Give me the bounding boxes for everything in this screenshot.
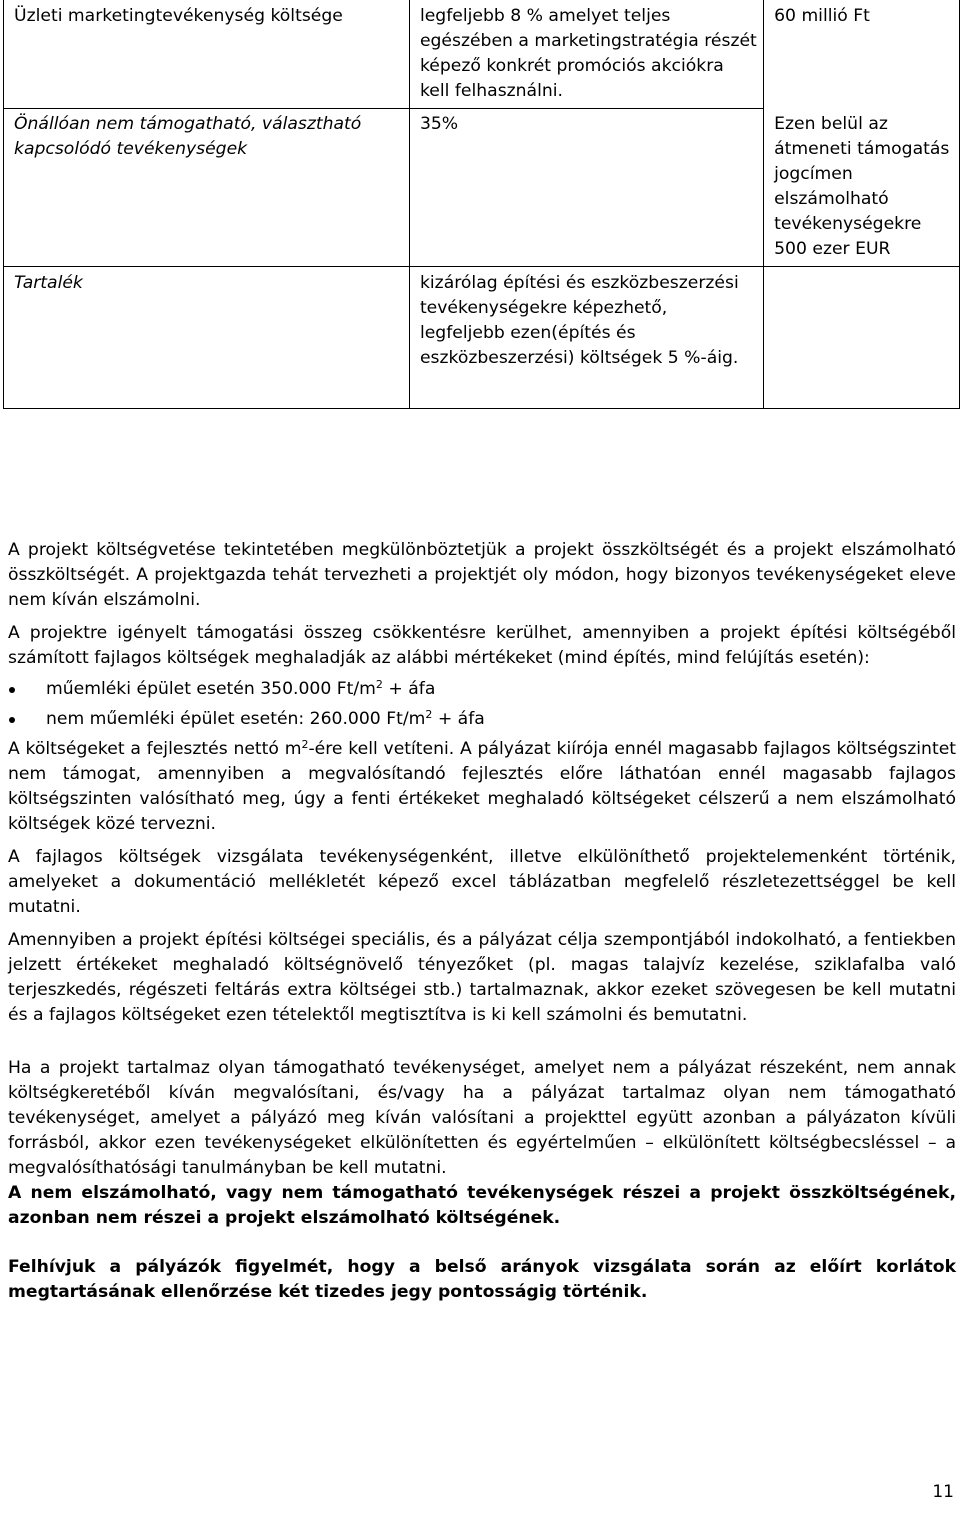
paragraph-text: -ére kell vetíteni. A pályázat kiírója ennél magasabb fajlagos költségszintet nem támogat, amennyiben a megvalósítandó fejlesztés előre láthatóan ennél magasabb fajlagos költségszinten valósítható meg, úgy a fenti értékeket meghaladó költségeket célszerű a nem elszámolható költségek közé tervezni. <box>8 739 957 834</box>
bullet-list <box>8 674 956 734</box>
paragraph <box>8 737 956 837</box>
bullet-text: műemléki épület esetén 350.000 Ft/m <box>46 679 376 699</box>
bullet-text: nem műemléki épület esetén: 260.000 Ft/m <box>46 709 426 729</box>
paragraph: Amennyiben a projekt építési költségei speciális, és a pályázat célja szempontjából indokolható, a fentiekben jelzett értékeket meghaladó költségnövelő tényezőket (pl. magas talajvíz kezelése, sziklafalba való terjeszkedés, régészeti feltárás extra költségei stb.) tartalmaznak, akkor ezeket szövegesen be kell mutatni és a fajlagos költségeket ezen tételektől megtisztítva is ki kell számolni és bemutatni. <box>8 930 956 1025</box>
page-number: 11 <box>932 1482 954 1502</box>
table-cell: kizárólag építési és eszközbeszerzési tevékenységekre képezhető, legfeljebb ezen(építés és eszközbeszerzési) költségek 5 %-áig. <box>409 266 763 408</box>
superscript: 2 <box>425 708 433 721</box>
table-cell: 35% <box>409 109 763 267</box>
paragraph: A projektre igényelt támogatási összeg csökkentésre kerülhet, amennyiben a projekt építési költségéből számított fajlagos költségek meghaladják az alábbi mértékeket (mind építés, mind felújítás esetén): <box>8 623 956 668</box>
table-cell: Üzleti marketingtevékenység költsége <box>4 0 410 109</box>
bold-paragraph: A nem elszámolható, vagy nem támogatható tevékenységek részei a projekt összköltségének, azonban nem részei a projekt elszámolható költségének. <box>8 1183 956 1228</box>
table-cell: 60 millió Ft <box>764 0 960 109</box>
table-row <box>4 0 960 109</box>
list-item <box>8 704 956 734</box>
body-text <box>8 538 956 1305</box>
table-cell: Önállóan nem támogatható, választható kapcsolódó tevékenységek <box>4 109 410 267</box>
table-cell: legfeljebb 8 % amelyet teljes egészében a marketingstratégia részét képező konkrét promóciós akciókra kell felhasználni. <box>409 0 763 109</box>
paragraph: Ha a projekt tartalmaz olyan támogatható tevékenységet, amelyet nem a pályázat részeként, nem annak költségkeretéből kíván megvalósítani, és/vagy ha a pályázat tartalmaz olyan nem támogatható tevékenységet, amelyet a pályázó meg kíván valósítani a projekttel együtt azonban a pályázaton kívüli forrásból, akkor ezen tevékenységeket elkülönítetten és egyértelműen – elkülönített költségbecsléssel – a megvalósíthatósági tanulmányban be kell mutatni. <box>8 1058 956 1178</box>
table-row <box>4 266 960 408</box>
bold-paragraph: Felhívjuk a pályázók figyelmét, hogy a belső arányok vizsgálata során az előírt korlátok megtartásának ellenőrzése két tizedes jegy pontosságig történik. <box>8 1257 956 1302</box>
paragraph-text: A költségeket a fejlesztés nettó m <box>8 739 302 759</box>
superscript: 2 <box>301 738 309 751</box>
table-cell: Ezen belül az átmeneti támogatás jogcímen elszámolható tevékenységekre 500 ezer EUR <box>764 109 960 267</box>
paragraph: A fajlagos költségek vizsgálata tevékenységenként, illetve elkülöníthető projektelemenként történik, amelyeket a dokumentáció mellékletét képező excel táblázatban megfelelő részletezettséggel be kell mutatni. <box>8 847 956 917</box>
table-cell: Tartalék <box>4 266 410 408</box>
table-cell <box>764 266 960 408</box>
bullet-text: + áfa <box>432 709 485 729</box>
table-row <box>4 109 960 267</box>
list-item <box>8 674 956 704</box>
budget-table <box>3 0 960 409</box>
superscript: 2 <box>375 678 383 691</box>
paragraph: A projekt költségvetése tekintetében megkülönböztetjük a projekt összköltségét és a projekt elszámolható összköltségét. A projektgazda tehát tervezheti a projektjét oly módon, hogy bizonyos tevékenységeket eleve nem kíván elszámolni. <box>8 540 956 610</box>
bullet-text: + áfa <box>382 679 436 699</box>
